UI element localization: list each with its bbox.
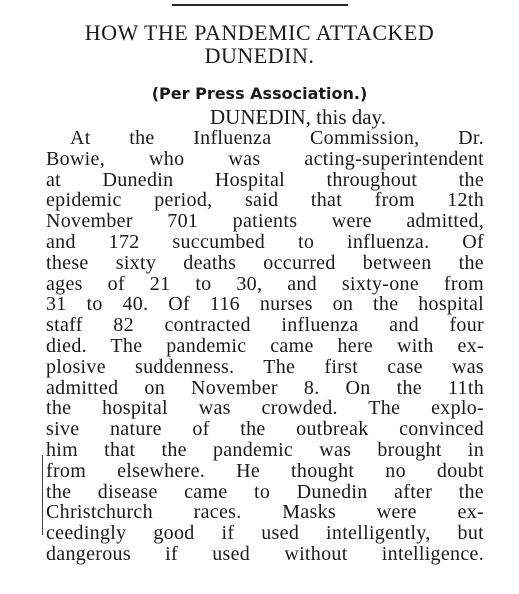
margin-mark [42, 455, 43, 535]
body-line: epidemic period, said that from 12th [46, 189, 484, 212]
body-line: November 701 patients were admitted, [46, 210, 484, 233]
dateline: DUNEDIN, this day. [210, 105, 386, 129]
body-line: him that the pandemic was brought in [46, 438, 484, 461]
top-rule [172, 4, 348, 6]
truncated-next-line [46, 588, 484, 594]
body-line: at Dunedin Hospital throughout the [46, 168, 484, 191]
byline: (Per Press Association.) [151, 84, 368, 103]
body-line: dangerous if used without intelligence. [46, 542, 484, 565]
body-line: from elsewhere. He thought no doubt [46, 459, 484, 482]
body-line: the disease came to Dunedin after the [46, 480, 484, 503]
body-line: the hospital was crowded. The explo- [46, 397, 484, 420]
body-line: admitted on November 8. On the 11th [46, 376, 484, 399]
headline-line-2: DUNEDIN. [204, 43, 315, 68]
body-line: Bowie, who was acting-superintendent [46, 147, 484, 170]
article-body [46, 128, 484, 565]
body-line: staff 82 contracted influenza and four [46, 314, 484, 337]
body-line: died. The pandemic came here with ex- [46, 334, 484, 357]
body-line: plosive suddenness. The first case was [46, 355, 484, 378]
body-line: At the Influenza Commission, Dr. [70, 127, 484, 149]
headline-line-1: HOW THE PANDEMIC ATTACKED [84, 20, 435, 45]
body-line: these sixty deaths occurred between the [46, 251, 484, 274]
body-line: 31 to 40. Of 116 nurses on the hospital [46, 293, 484, 316]
body-line: ceedingly good if used intelligently, but [46, 522, 484, 545]
body-line: and 172 succumbed to influenza. Of [46, 230, 484, 253]
body-line: Christchurch races. Masks were ex- [46, 501, 484, 524]
body-line: sive nature of the outbreak convinced [46, 418, 484, 441]
body-line: ages of 21 to 30, and sixty-one from [46, 272, 484, 295]
